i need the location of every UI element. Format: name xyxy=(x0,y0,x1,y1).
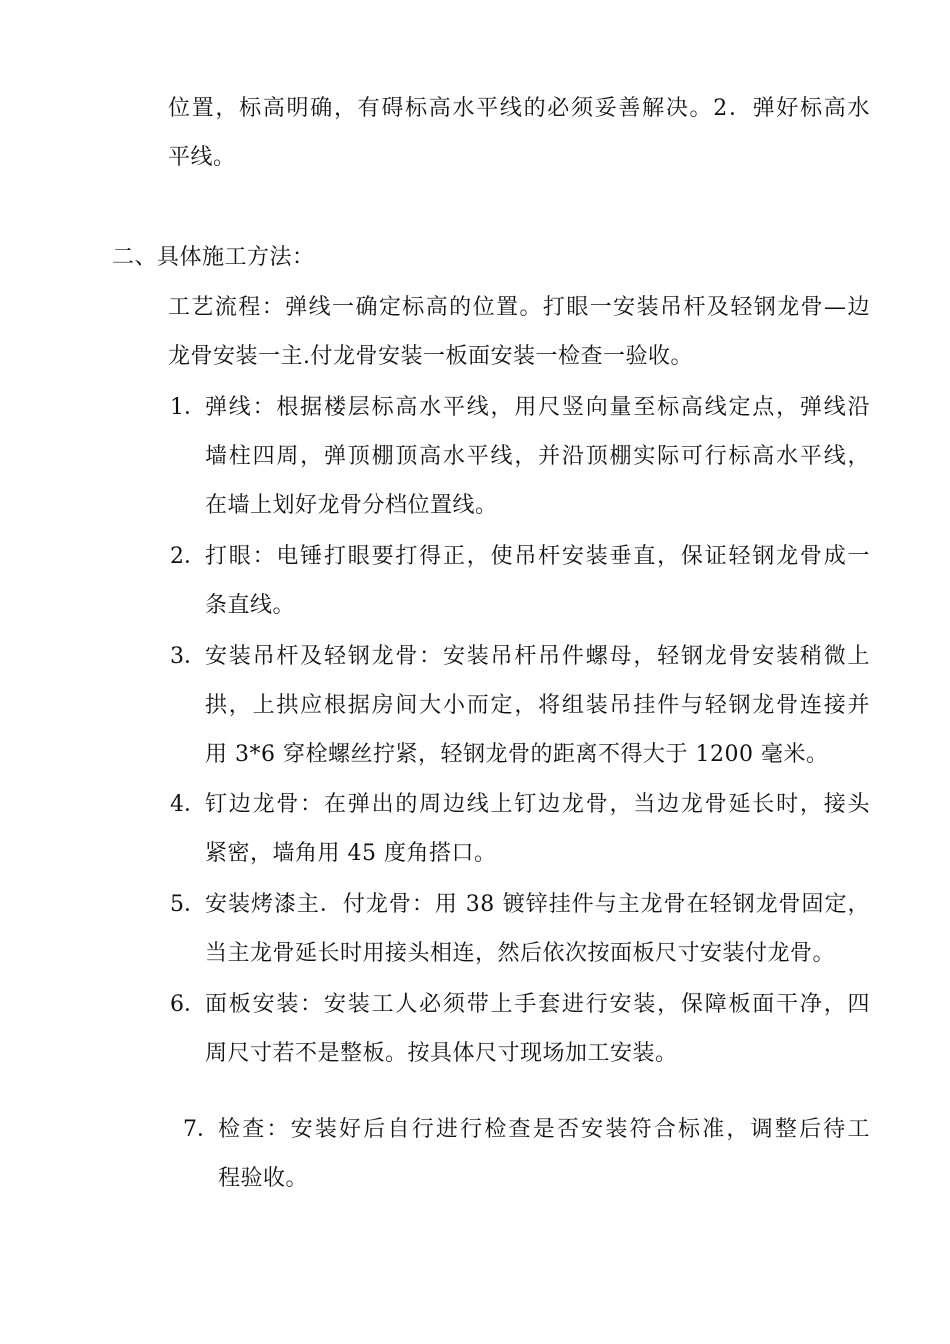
step-line: 面板安装：安装工人必须带上手套进行安装，保障板面干净，四 xyxy=(205,992,870,1017)
step-line: 钉边龙骨：在弹出的周边线上钉边龙骨，当边龙骨延长时，接头 xyxy=(205,792,870,817)
step-number: 1． xyxy=(170,395,206,420)
flow-line-1: 工艺流程：弹线一确定标高的位置。打眼一安装吊杆及轻钢龙骨—边 xyxy=(168,295,870,320)
step-line: 当主龙骨延长时用接头相连，然后依次按面板尺寸安装付龙骨。 xyxy=(205,941,836,966)
step-number: 5． xyxy=(170,892,206,917)
step-line: 在墙上划好龙骨分档位置线。 xyxy=(205,493,498,518)
step-line: 条直线。 xyxy=(205,593,296,618)
step-line: 安装烤漆主．付龙骨：用 38 镀锌挂件与主龙骨在轻钢龙骨固定， xyxy=(205,892,870,917)
step-line: 检查：安装好后自行进行检查是否安装符合标准，调整后待工 xyxy=(218,1117,870,1142)
step-line: 用 3*6 穿栓螺丝拧紧，轻钢龙骨的距离不得大于 1200 毫米。 xyxy=(205,742,829,767)
step-line: 安装吊杆及轻钢龙骨：安装吊杆吊件螺母，轻钢龙骨安装稍微上 xyxy=(205,644,870,669)
step-line: 拱，上拱应根据房间大小而定，将组装吊挂件与轻钢龙骨连接并 xyxy=(205,693,870,718)
step-number: 6． xyxy=(170,992,206,1017)
step-number: 7． xyxy=(183,1117,219,1142)
intro-line-2: 平线。 xyxy=(168,145,236,170)
section-heading: 二、具体施工方法： xyxy=(112,245,315,270)
step-line: 程验收。 xyxy=(218,1166,309,1191)
step-number: 2． xyxy=(170,544,206,569)
step-number: 3． xyxy=(170,644,206,669)
step-line: 周尺寸若不是整板。按具体尺寸现场加工安装。 xyxy=(205,1041,678,1066)
step-line: 弹线：根据楼层标高水平线，用尺竖向量至标高线定点，弹线沿 xyxy=(205,395,870,420)
step-line: 墙柱四周，弹顶棚顶高水平线，并沿顶棚实际可行标高水平线， xyxy=(205,444,870,469)
step-number: 4． xyxy=(170,792,206,817)
step-line: 打眼：电锤打眼要打得正，使吊杆安装垂直，保证轻钢龙骨成一 xyxy=(205,544,870,569)
flow-line-2: 龙骨安装一主.付龙骨安装一板面安装一检查一验收。 xyxy=(168,344,693,369)
intro-line-1: 位置，标高明确，有碍标高水平线的必须妥善解决。2．弹好标高水 xyxy=(168,96,870,121)
step-line: 紧密，墙角用 45 度角搭口。 xyxy=(205,841,497,866)
